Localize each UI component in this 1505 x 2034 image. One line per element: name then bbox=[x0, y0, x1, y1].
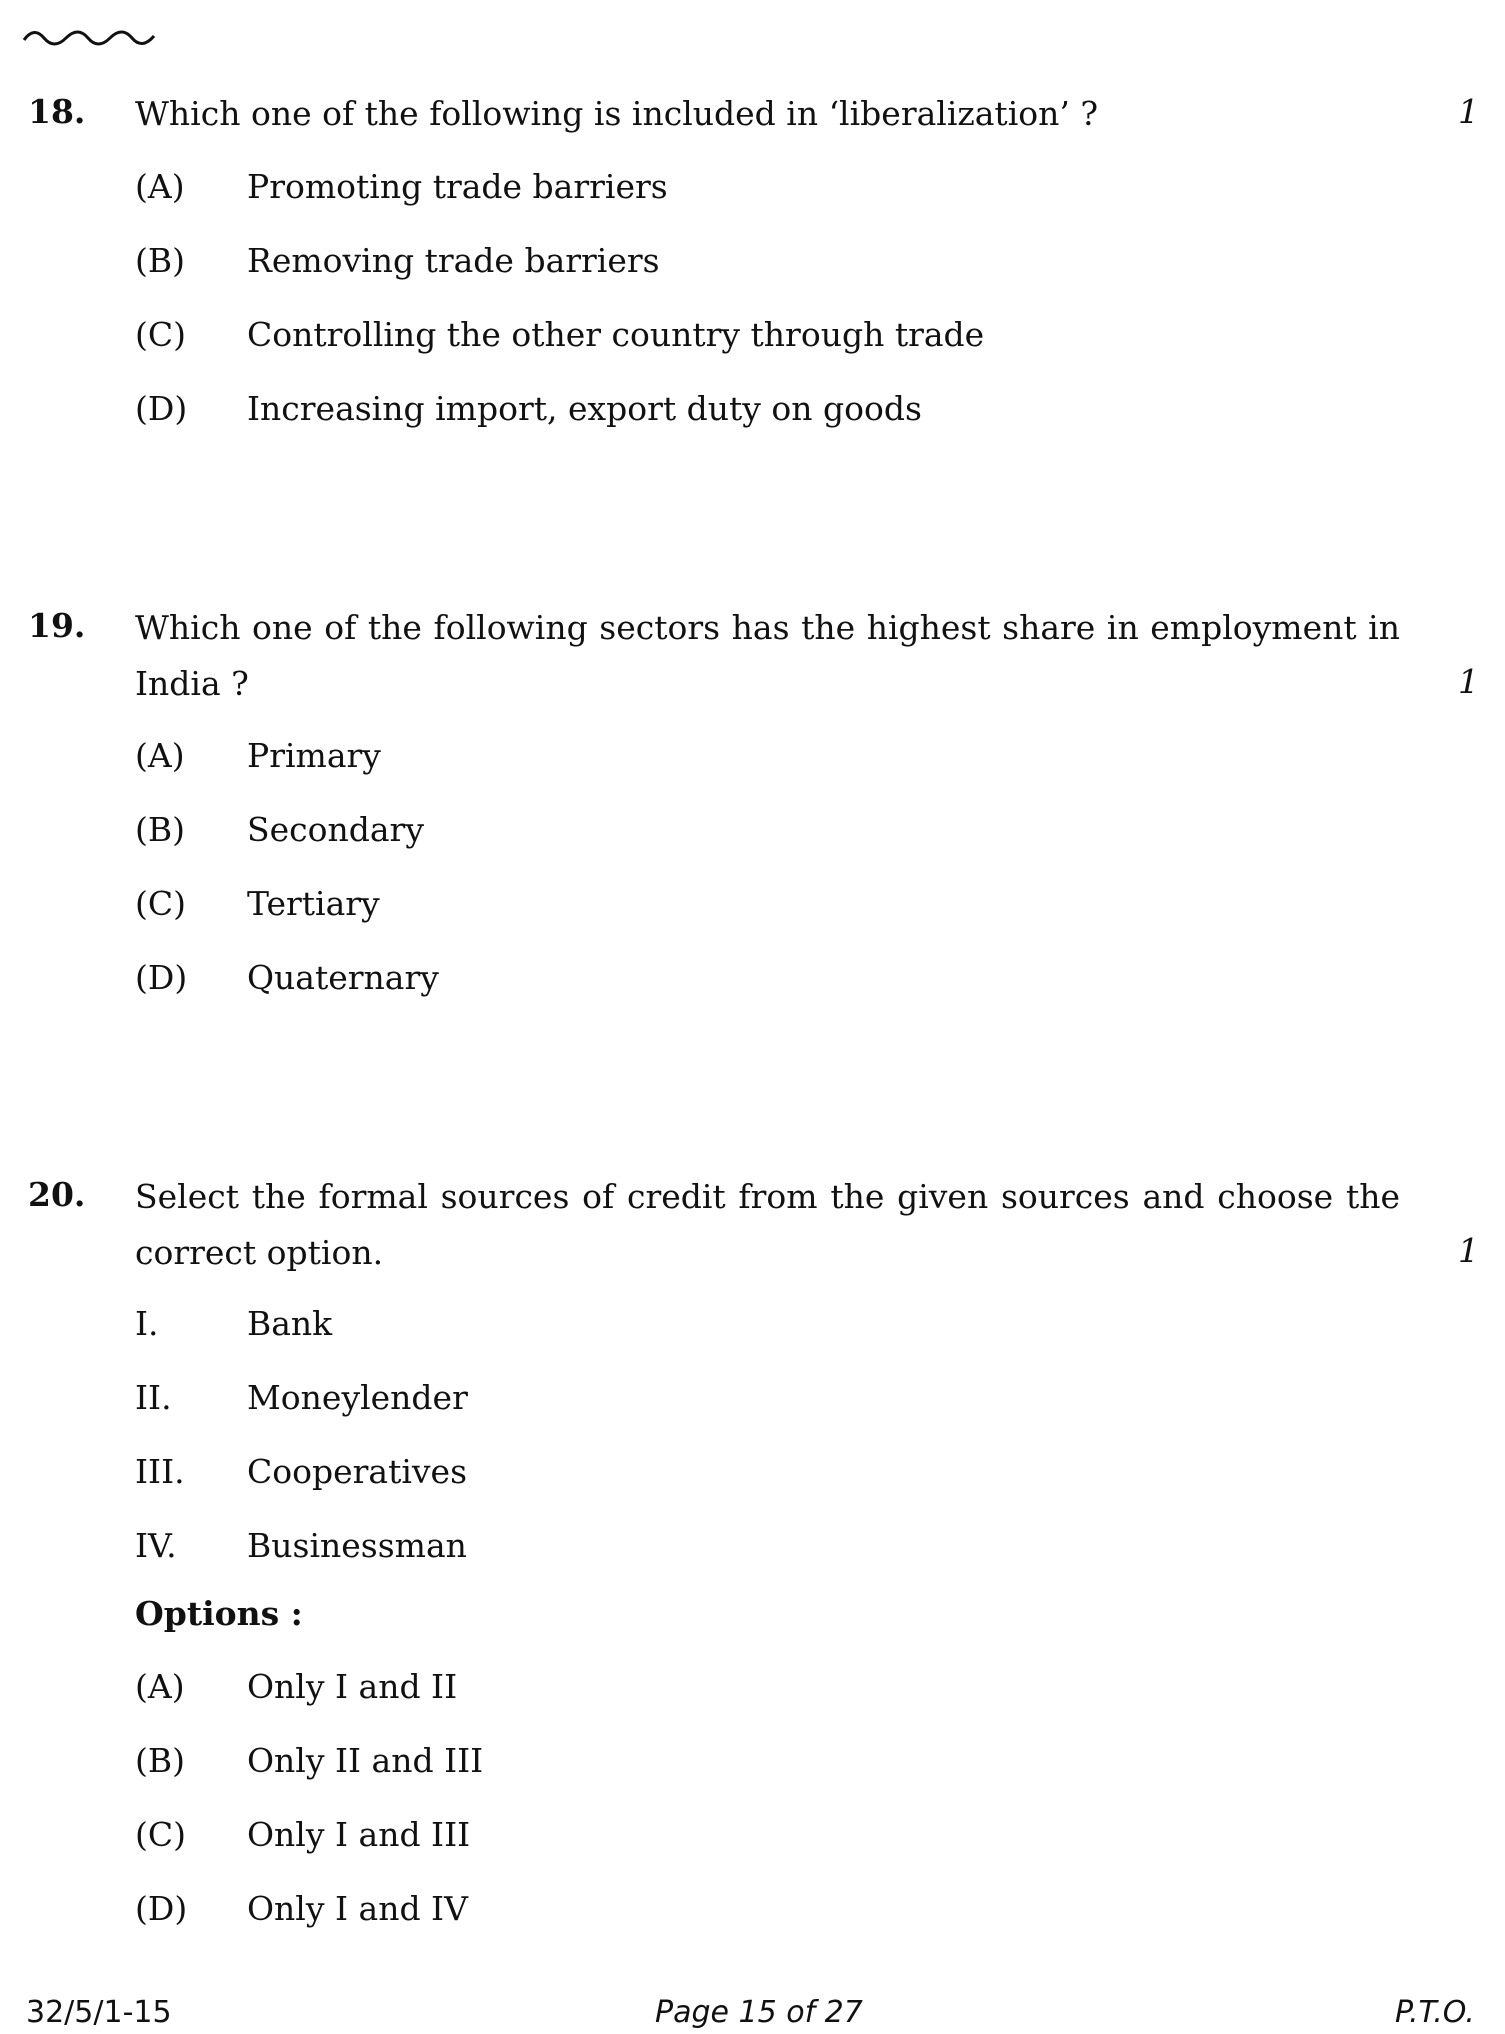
wave-decoration-icon bbox=[22, 22, 157, 50]
option-text: Only I and II bbox=[247, 1667, 458, 1706]
option-label: (B) bbox=[135, 241, 185, 280]
option-label: (A) bbox=[135, 167, 185, 206]
option-label: (A) bbox=[135, 1667, 185, 1706]
option-text: Secondary bbox=[247, 810, 424, 849]
question-number: 20. bbox=[28, 1175, 86, 1214]
option-label: (C) bbox=[135, 1815, 186, 1854]
source-label: II. bbox=[135, 1378, 172, 1417]
option-label: (B) bbox=[135, 810, 185, 849]
source-text: Bank bbox=[247, 1304, 333, 1343]
question-marks: 1 bbox=[1458, 92, 1479, 131]
question-marks: 1 bbox=[1458, 1231, 1479, 1270]
paper-code: 32/5/1-15 bbox=[26, 1995, 172, 2030]
source-label: III. bbox=[135, 1452, 185, 1491]
option-text: Controlling the other country through trade bbox=[247, 315, 985, 354]
option-text: Only I and IV bbox=[247, 1889, 468, 1928]
source-label: I. bbox=[135, 1304, 159, 1343]
question-number: 19. bbox=[28, 606, 86, 645]
question-text: Which one of the following sectors has the highest share in employment in India ? bbox=[135, 608, 1400, 703]
source-text: Businessman bbox=[247, 1526, 467, 1565]
option-text: Quaternary bbox=[247, 958, 439, 997]
option-label: (D) bbox=[135, 958, 188, 997]
pto-marker: P.T.O. bbox=[1395, 1995, 1475, 2030]
question-number: 18. bbox=[28, 92, 86, 131]
option-label: (C) bbox=[135, 884, 186, 923]
source-text: Moneylender bbox=[247, 1378, 468, 1417]
source-label: IV. bbox=[135, 1526, 177, 1565]
page-number: Page 15 of 27 bbox=[655, 1995, 863, 2030]
option-label: (C) bbox=[135, 315, 186, 354]
options-heading: Options : bbox=[135, 1594, 303, 1633]
option-text: Removing trade barriers bbox=[247, 241, 660, 280]
question-marks: 1 bbox=[1458, 662, 1479, 701]
option-text: Promoting trade barriers bbox=[247, 167, 668, 206]
option-label: (D) bbox=[135, 1889, 188, 1928]
option-label: (A) bbox=[135, 736, 185, 775]
option-text: Only I and III bbox=[247, 1815, 471, 1854]
option-label: (B) bbox=[135, 1741, 185, 1780]
option-label: (D) bbox=[135, 389, 188, 428]
option-text: Increasing import, export duty on goods bbox=[247, 389, 922, 428]
option-text: Tertiary bbox=[247, 884, 380, 923]
question-text: Select the formal sources of credit from the given sources and choose the correct option. bbox=[135, 1177, 1400, 1272]
option-text: Primary bbox=[247, 736, 381, 775]
source-text: Cooperatives bbox=[247, 1452, 468, 1491]
option-text: Only II and III bbox=[247, 1741, 484, 1780]
question-text: Which one of the following is included in ‘liberalization’ ? bbox=[135, 94, 1099, 133]
